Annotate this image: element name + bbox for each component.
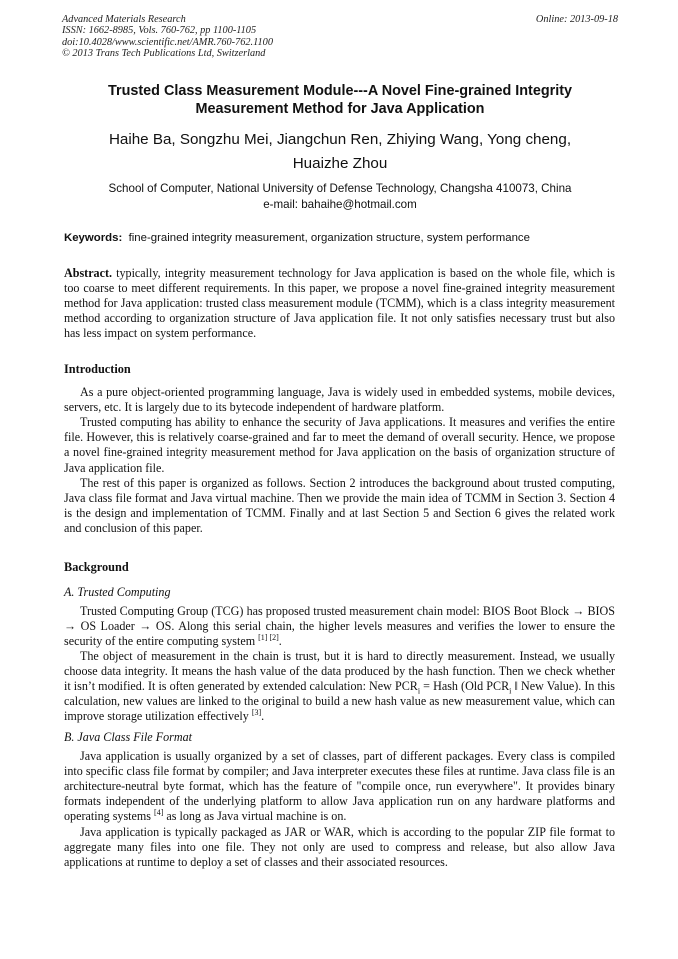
doi-line: doi:10.4028/www.scientific.net/AMR.760-762.1100 — [62, 36, 273, 48]
affiliation: School of Computer, National University of Defense Technology, Changsha 410073, China — [108, 182, 572, 195]
copyright-line: © 2013 Trans Tech Publications Ltd, Switzerland — [62, 48, 266, 60]
keywords-text: fine-grained integrity measurement, organization structure, system performance — [128, 232, 530, 244]
paper-title — [62, 82, 618, 118]
cf-p1-text-a: Java application is usually organized by a set of classes, part of different packages. Every class is compiled into specific class file format by compiler; and Java interpreter executes these files at runtime. Java class file is an architecture-neutral byte format, which has the feature of "compile once, run everywhere". It provides binary formats independent of the underlying platform to allow Java application run on any hardware platforms and operating systems — [64, 749, 615, 824]
abstract-label: Abstract. — [64, 266, 113, 280]
tc-p1-text: Trusted Computing Group (TCG) has proposed trusted measurement chain model: BIOS Boot Block → BIOS → OS Loader → OS. Along this serial chain, the higher levels measures and verifies the lower to ensure the security of the entire computing system — [64, 603, 615, 648]
intro-paragraph-1: As a pure object-oriented programming language, Java is widely used in embedded systems, mobile devices, servers, etc. It is largely due to its bytecode independent of hardware platform. — [64, 385, 615, 415]
cf-p1-text-b: as long as Java virtual machine is on. — [163, 809, 347, 824]
keywords-line — [64, 231, 620, 245]
keywords-label: Keywords: — [64, 232, 123, 244]
trusted-computing-paragraph-2: The object of measurement in the chain is trust, but it is hard to directly measurement. Instead, we usually choose data integrity. It means the hash value of the data produced by the hash function. Then we check whether it isn’t modified. It is often generated by extended calculation: New $PCR_i$ = Hash (Old $PCR_i$ ‖ New Value). In this calculation, new values are linked to the original to build a new hash value as new measurement value, which can improve storage utilization effectively [3]. — [64, 648, 616, 724]
citation-4: [4] — [154, 808, 164, 818]
online-date: Online: 2013-09-18 — [535, 14, 618, 25]
intro-paragraph-3: The rest of this paper is organized as follows. Section 2 introduces the background about trusted computing, Java class file format and Java virtual machine. Then we provide the main idea of TCMM in Section 3. Section 4 is the design and implementation of TCMM. Finally and at last Section 5 and Section 6 gives the related work and conclusion of this paper. — [64, 475, 615, 535]
class-file-paragraph-1 — [64, 749, 615, 824]
journal-name: Advanced Materials Research — [62, 14, 186, 25]
tc-p2-text-b: = Hash (Old PCR — [420, 679, 510, 694]
authors-line-1: Haihe Ba, Songzhu Mei, Jiangchun Ren, Zhiying Wang, Yong cheng, — [108, 131, 572, 148]
authors-line-2: Huaizhe Zhou — [292, 155, 388, 172]
pcr-subscript: i — [509, 686, 512, 696]
abstract-text: typically, integrity measurement technology for Java application is based on the whole file, which is too coarse to meet different requirements. In this paper, we propose a novel fine-grained integrity measurement method for Java application: trusted class measurement module (TCMM), which is a class integrity measurement method according to organization structure of Java application file. It not only satisfies necessary trust but also has less impact on system performance. — [64, 266, 615, 341]
affiliation-block — [62, 181, 618, 212]
author-list — [62, 128, 618, 176]
subsection-b-heading: B. Java Class File Format — [64, 730, 192, 745]
citation-3: [3] — [251, 708, 262, 718]
background-heading: Background — [64, 559, 129, 574]
title-line-2: Measurement Method for Java Application — [195, 101, 485, 117]
citation-1-2: [1] [2] — [258, 632, 279, 642]
tc-p2-text-c: ‖ New Value). In this calculation, new values are linked to the original to build a new hash value as new measurement value, which can improve storage utilization effectively — [64, 679, 616, 724]
issn-line: ISSN: 1662-8985, Vols. 760-762, pp 1100-1105 — [62, 25, 257, 37]
class-file-paragraph-2: Java application is typically packaged as JAR or WAR, which is according to the popular ZIP file format to aggregate many files into one file. They not only are used to compress and release, but also allow Java applications at runtime to deploy a set of classes and their associated resources. — [64, 824, 615, 869]
pcr-subscript: i — [417, 686, 421, 696]
introduction-heading: Introduction — [64, 362, 131, 377]
subsection-a-heading: A. Trusted Computing — [64, 584, 171, 599]
journal-header — [62, 14, 618, 60]
abstract-paragraph — [64, 266, 615, 341]
title-line-1: Trusted Class Measurement Module---A Novel Fine-grained Integrity — [107, 83, 573, 99]
tc-p2-text-a: The object of measurement in the chain is trust, but it is hard to directly measurement. Instead, we usually choose data integrity. It means the hash value of the data produced by the hash function. Then we check whether it isn’t modified. It is often generated by extended calculation: New PCR — [64, 648, 615, 694]
email-address: e-mail: bahaihe@hotmail.com — [263, 197, 417, 211]
trusted-computing-paragraph-1: Trusted Computing Group (TCG) has proposed trusted measurement chain model: BIOS Boot Block → BIOS → OS Loader → OS. Along this serial chain, the higher levels measures and verifies the lower to ensure the security of the entire computing system [1] [2]. — [64, 603, 615, 648]
paper-body — [64, 266, 615, 870]
intro-paragraph-2: Trusted computing has ability to enhance the security of Java applications. It measures and verifies the entire file. However, this is relatively coarse-grained and far to meet the demand of overall security. Hence, we propose a novel fine-grained integrity measurement method for Java application on the basis of organization structure of Java application file. — [64, 415, 615, 475]
